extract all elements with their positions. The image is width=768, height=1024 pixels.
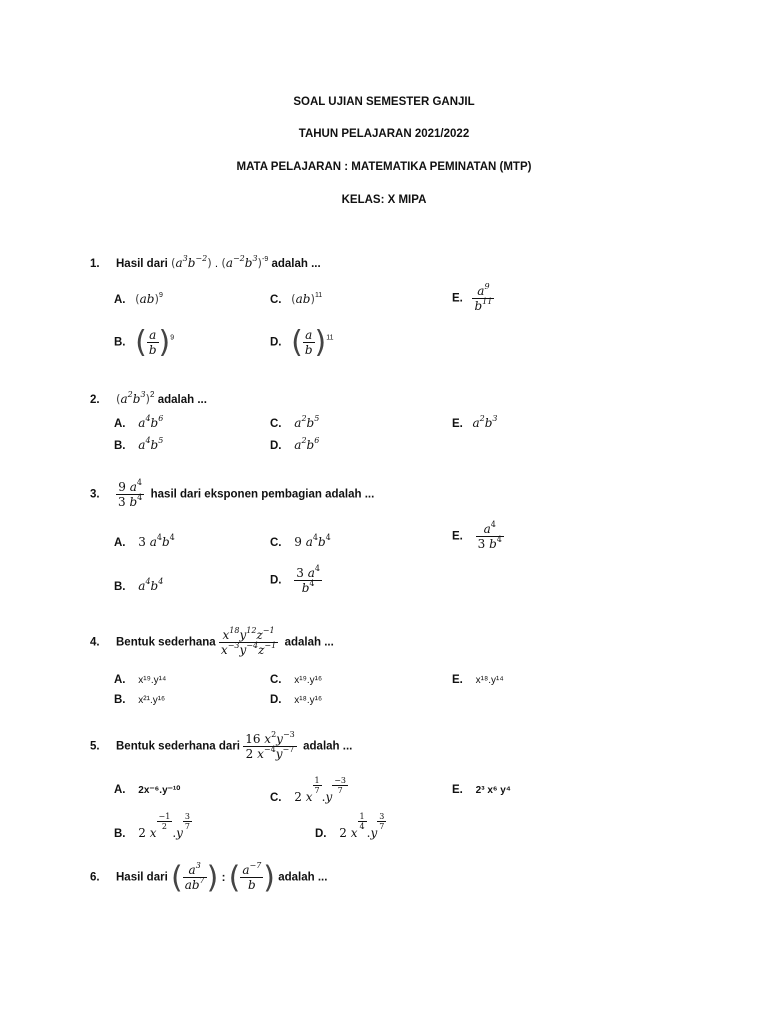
- option-b[interactable]: B. 2 x $\frac{-1}{2}$ .y $\frac{3}{7}$: [114, 812, 191, 840]
- option-label: C.: [270, 294, 282, 306]
- option-b[interactable]: B. $a^4b^5$: [114, 436, 164, 452]
- option-d[interactable]: D. $a^2b^6$: [270, 436, 320, 452]
- question-post-text: adalah ...: [284, 636, 334, 649]
- option-label: A.: [114, 294, 126, 306]
- question-3: [90, 480, 374, 509]
- option-e[interactable]: E. $\frac{a^9}{b^{11}}$: [452, 282, 493, 313]
- question-number: 4.: [90, 636, 100, 649]
- header-line-1: SOAL UJIAN SEMESTER GANJIL: [293, 96, 475, 108]
- question-6-expression: ( $\frac{a^3}{ab^7}$ ) : ( $\frac{a^{-7}}{b}$ ): [170, 860, 275, 895]
- option-a[interactable]: A. (ab)$^9$: [114, 292, 163, 306]
- option-c[interactable]: C. x¹⁹.y¹⁶: [270, 674, 323, 686]
- question-post-text: adalah ...: [157, 394, 207, 406]
- question-4: [90, 628, 334, 657]
- option-e[interactable]: E. $a^2b^3$: [452, 414, 498, 430]
- question-post-text: hasil dari eksponen pembagian adalah ...: [150, 488, 375, 501]
- option-label: B.: [114, 336, 126, 349]
- question-pre-text: Bentuk sederhana: [116, 636, 216, 649]
- option-a[interactable]: A. x¹⁹.y¹⁴: [114, 674, 167, 686]
- option-d[interactable]: D. $\frac{3 a^4}{b^4}$: [270, 564, 320, 595]
- option-a[interactable]: A. 3 $a^4b^4$: [114, 533, 175, 549]
- option-d[interactable]: D. x¹⁸.y¹⁶: [270, 694, 323, 706]
- question-post-text: adalah ...: [303, 740, 353, 753]
- question-4-expression: $\frac{x^{18}y^{12}z^{-1}}{x^{-3}y^{-4}z^{-1}}$: [220, 626, 277, 657]
- option-c[interactable]: C. $a^2b^5$: [270, 414, 320, 430]
- option-e[interactable]: E. $\frac{a^4}{3 b^4}$: [452, 520, 502, 551]
- option-label: E.: [452, 292, 463, 305]
- question-pre-text: Hasil dari: [116, 258, 168, 270]
- question-number: 3.: [90, 488, 100, 501]
- question-number: 1.: [90, 258, 100, 270]
- question-number: 2.: [90, 394, 100, 406]
- option-a[interactable]: A. $a^4b^6$: [114, 414, 164, 430]
- question-1-expression: $(a^3b^{-2})$ . $(a^{-2}b^3)^{-9}$: [170, 254, 269, 270]
- question-pre-text: Hasil dari: [116, 871, 168, 884]
- question-number: 6.: [90, 871, 100, 884]
- question-post-text: adalah ...: [271, 258, 321, 270]
- question-2: [90, 392, 207, 406]
- option-c[interactable]: C. (ab)$^{11}$: [270, 292, 323, 306]
- header-line-2: TAHUN PELAJARAN 2021/2022: [298, 128, 470, 140]
- option-c[interactable]: C. 9 $a^4b^4$: [270, 533, 331, 549]
- question-post-text: adalah ...: [278, 871, 328, 884]
- option-e[interactable]: E. 2³ x⁶ y⁴: [452, 784, 511, 796]
- question-2-expression: $(a^2b^3)^2$: [116, 390, 155, 406]
- option-b[interactable]: B. x²¹.y¹⁶: [114, 694, 166, 706]
- option-e[interactable]: E. x¹⁸.y¹⁴: [452, 674, 504, 686]
- header-line-3: MATA PELAJARAN : MATEMATIKA PEMINATAN (MTP): [236, 161, 532, 173]
- question-5: [90, 732, 352, 761]
- question-number: 5.: [90, 740, 100, 753]
- option-b[interactable]: B. $a^4b^4$: [114, 577, 164, 593]
- option-d[interactable]: D. 2 x $\frac{1}{4}$ .y $\frac{3}{7}$: [315, 812, 385, 840]
- header-line-4: KELAS: X MIPA: [341, 194, 427, 206]
- option-c[interactable]: C. 2 x $\frac{1}{7}$ .y $\frac{-3}{7}$: [270, 776, 347, 804]
- option-label: D.: [270, 336, 282, 349]
- question-3-expression: $\frac{9 a^4}{3 b^4}$: [118, 478, 143, 509]
- option-b[interactable]: B. ( $\frac{a}{b}$ )$^9$: [114, 325, 175, 360]
- question-1: [90, 256, 321, 270]
- question-pre-text: Bentuk sederhana dari: [116, 740, 240, 753]
- option-d[interactable]: D. ( $\frac{a}{b}$ )$^{11}$: [270, 325, 334, 360]
- question-5-expression: $\frac{16 x^2y^{-3}}{2 x^{-4}y^{-7}}$: [245, 730, 295, 761]
- option-a[interactable]: A. 2x⁻⁶.y⁻¹⁰: [114, 784, 181, 796]
- question-6: [90, 860, 327, 895]
